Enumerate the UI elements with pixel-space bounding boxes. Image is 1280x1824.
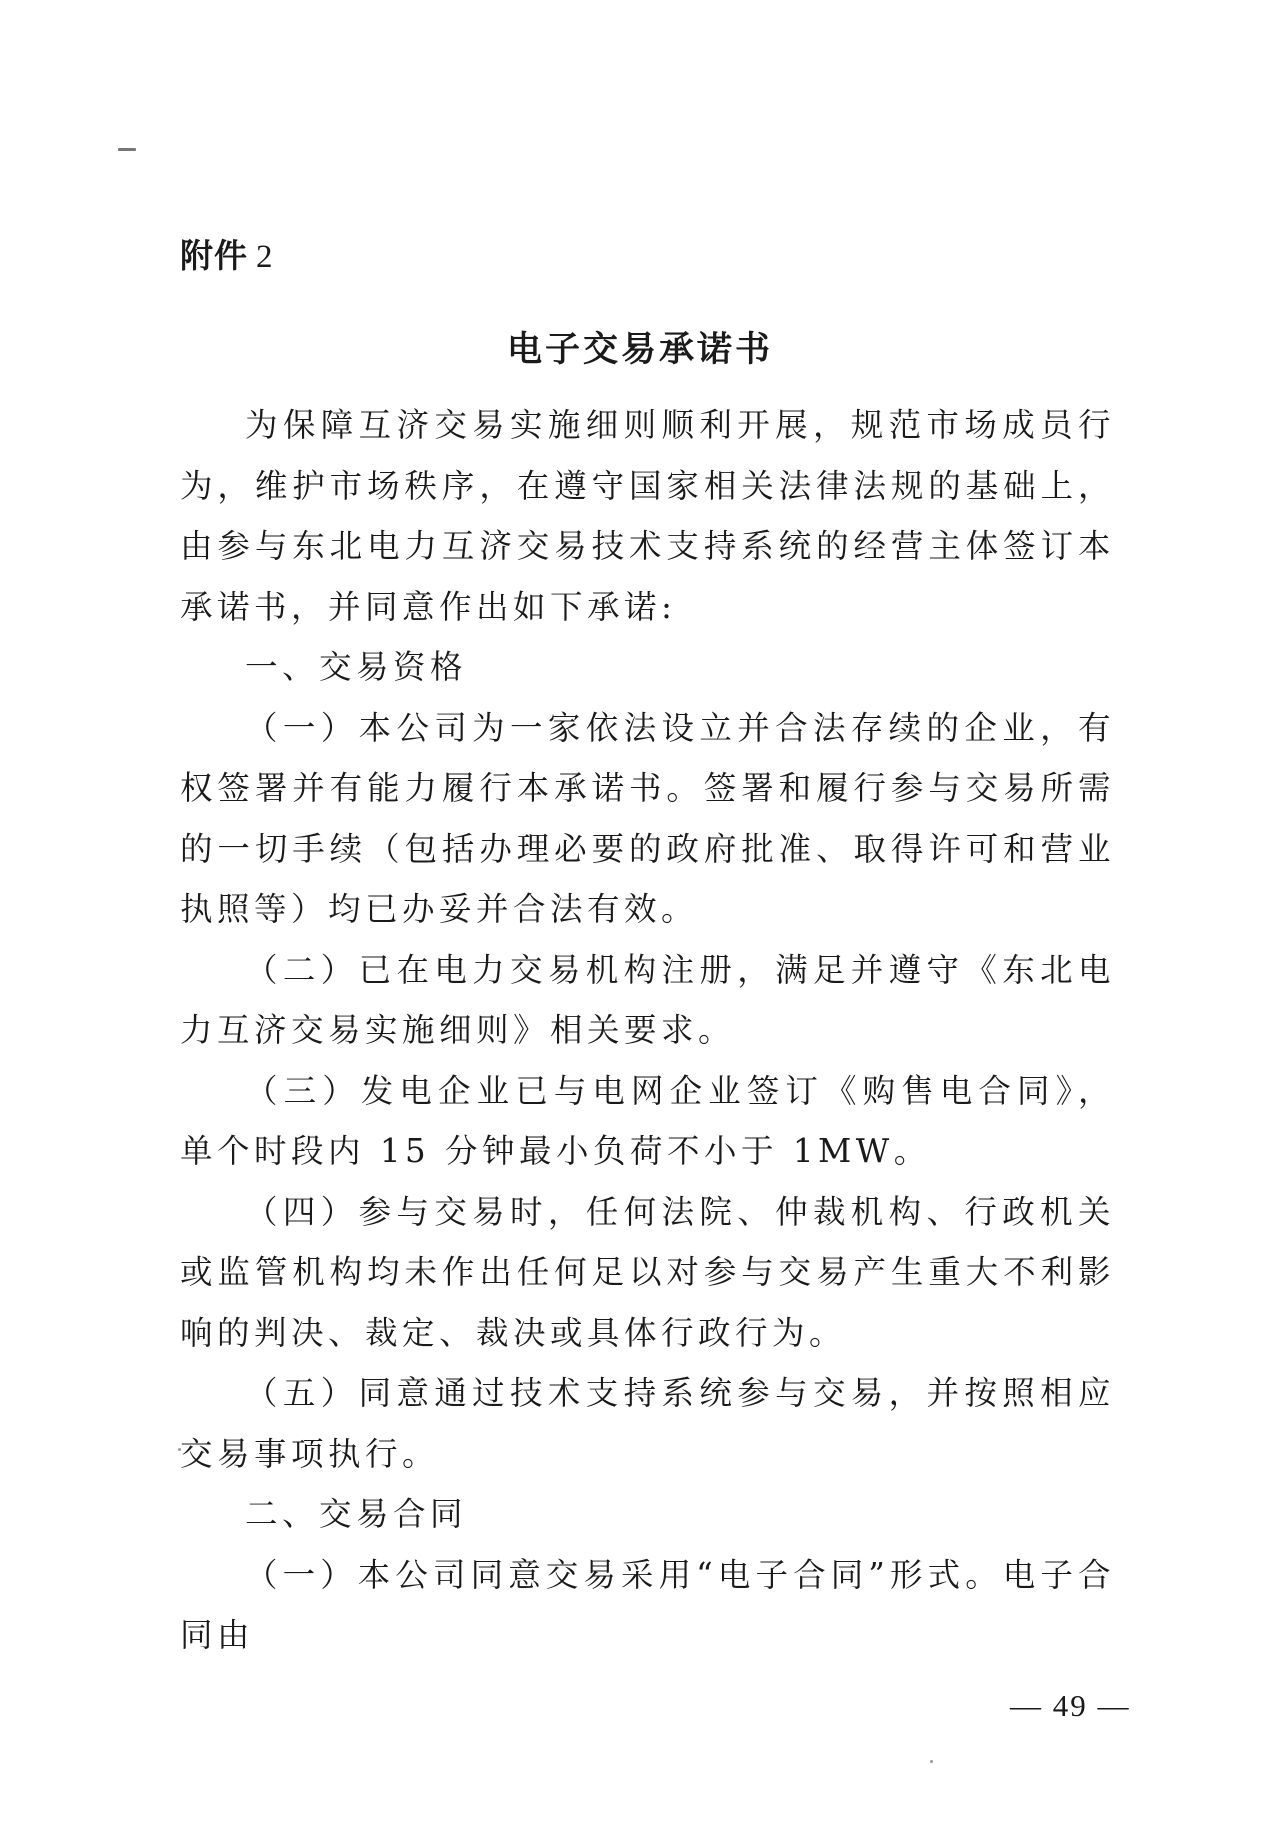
section-heading-contract: 二、交易合同 <box>245 1495 468 1533</box>
paragraph-item-2: （二）已在电力交易机构注册，满足并遵守《东北电力互济交易实施细则》相关要求。 <box>180 950 1115 1049</box>
paragraph-item-5: （五）同意通过技术支持系统参与交易，并按照相应交易事项执行。 <box>180 1374 1115 1473</box>
section-heading-qualification: 一、交易资格 <box>245 648 468 686</box>
paragraph-intro: 为保障互济交易实施细则顺利开展，规范市场成员行为，维护市场秩序，在遵守国家相关法律法规的基础上，由参与东北电力互济交易技术支持系统的经营主体签订本承诺书，并同意作出如下承诺: <box>180 406 1115 626</box>
page-number: — 49 — <box>1010 1688 1131 1723</box>
document-body <box>180 395 1115 1666</box>
paragraph-item-1: （一）本公司为一家依法设立并合法存续的企业，有权签署并有能力履行本承诺书。签署和履行参与交易所需的一切手续（包括办理必要的政府批准、取得许可和营业执照等）均已办妥并合法有效。 <box>180 708 1115 928</box>
paragraph-contract-1: （一）本公司同意交易采用“电子合同”形式。电子合同由 <box>180 1555 1115 1654</box>
document-title: 电子交易承诺书 <box>506 330 773 370</box>
scan-artifact <box>930 1760 933 1763</box>
attachment-text: 附件 <box>180 236 248 275</box>
attachment-number: 2 <box>256 239 274 275</box>
attachment-label <box>180 230 274 277</box>
paragraph-item-4: （四）参与交易时，任何法院、仲裁机构、行政机关或监管机构均未作出任何足以对参与交易产生重大不利影响的判决、裁定、裁决或具体行政行为。 <box>180 1192 1115 1352</box>
paragraph-item-3: （三）发电企业已与电网企业签订《购售电合同》，单个时段内 15 分钟最小负荷不小于 1MW。 <box>180 1071 1115 1170</box>
scan-artifact <box>118 148 136 151</box>
